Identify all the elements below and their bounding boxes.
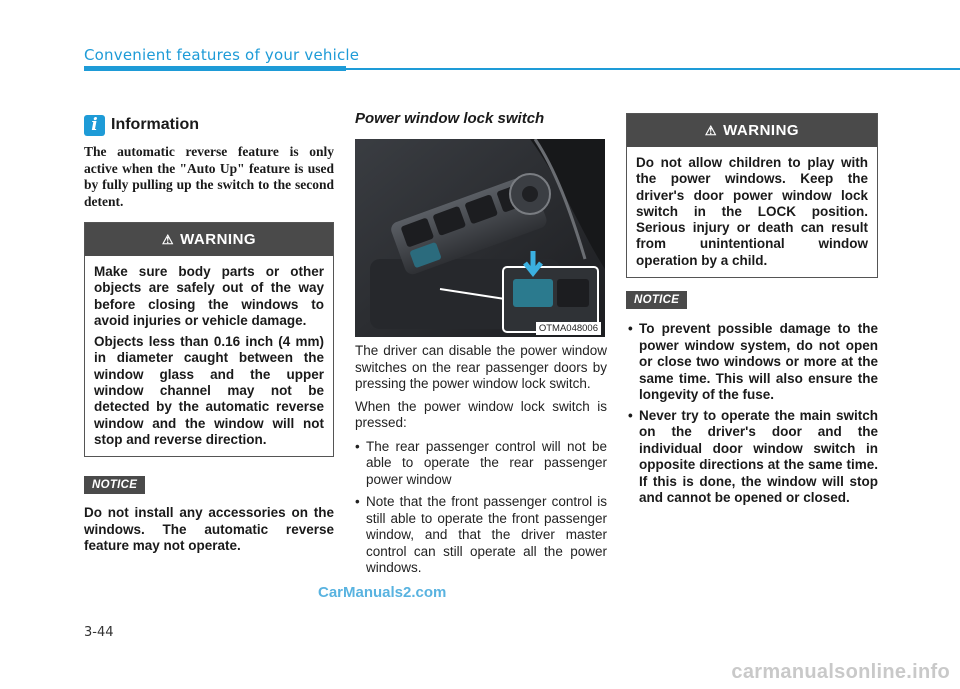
section-title: Convenient features of your vehicle: [84, 46, 360, 64]
bullet-list: [355, 439, 607, 577]
information-heading: [84, 112, 334, 138]
subsection-title: Power window lock switch: [355, 110, 545, 127]
notice-bullet-list: [626, 321, 878, 507]
warning-box-right: [626, 113, 878, 278]
warning-header: [627, 114, 877, 147]
warning-header: [85, 223, 333, 256]
page-number: 3-44: [84, 625, 114, 640]
window-switch-photo: [355, 139, 605, 337]
warning-body: [85, 256, 333, 456]
list-item: • To prevent possible damage to the power window system, do not open or close two windows or more at the same time. This will also ensure the longevity of the fuse.: [628, 321, 878, 404]
warning-label: WARNING: [180, 231, 257, 248]
warning-paragraph: Objects less than 0.16 inch (4 mm) in diameter caught between the window glass and the upper window channel may not be detected by the automatic reverse window and the window will not stop and reverse direction.: [94, 334, 324, 447]
title-bar-rule: [346, 68, 960, 70]
notice-left: [84, 475, 334, 555]
body-paragraph: The driver can disable the power window switches on the rear passenger doors by pressing the power window lock switch.: [355, 343, 607, 391]
information-title: Information: [111, 116, 199, 133]
title-bar-accent: [84, 66, 346, 71]
information-text: The automatic reverse feature is only active when the "Auto Up" feature is used by fully pulling up the switch to the second detent.: [84, 144, 334, 209]
warning-paragraph: Do not allow children to play with the power windows. Keep the driver's door power window lock switch in the LOCK position. Serious injury or death can result from unintentional window operation by a child.: [636, 155, 868, 268]
warning-body: [627, 147, 877, 277]
list-item: • Never try to operate the main switch on the driver's door and the individual door window switch in opposite directions at the same time. If this is done, the window will stop and cannot be opened or closed.: [628, 408, 878, 507]
middle-body: [355, 343, 607, 577]
warning-triangle-icon: ⚠: [704, 122, 718, 138]
warning-box-left: [84, 222, 334, 457]
window-switch-illustration: [355, 139, 605, 337]
notice-text: Do not install any accessories on the windows. The automatic reverse feature may not operate.: [84, 505, 334, 554]
body-paragraph: When the power window lock switch is pressed:: [355, 398, 607, 430]
list-item: • Note that the front passenger control is still able to operate the front passenger window, and that the driver master control can still operate all the power windows.: [355, 494, 607, 577]
warning-triangle-icon: ⚠: [161, 231, 175, 247]
left-column: [84, 112, 334, 555]
warning-label: WARNING: [723, 122, 800, 139]
info-icon: i: [84, 115, 105, 136]
image-caption: OTMA048006: [536, 322, 601, 335]
watermark-right[interactable]: carmanualsonline.info: [731, 661, 950, 683]
list-item: • The rear passenger control will not be able to operate the rear passenger power window: [355, 439, 607, 489]
notice-badge: NOTICE: [84, 476, 145, 494]
warning-paragraph: Make sure body parts or other objects are safely out of the way before closing the windows to avoid injuries or vehicle damage.: [94, 264, 324, 328]
notice-badge: NOTICE: [626, 291, 687, 309]
middle-column: [355, 110, 607, 577]
right-column: [626, 113, 878, 507]
notice-right: [626, 290, 878, 507]
watermark-left[interactable]: CarManuals2.com: [318, 584, 447, 601]
